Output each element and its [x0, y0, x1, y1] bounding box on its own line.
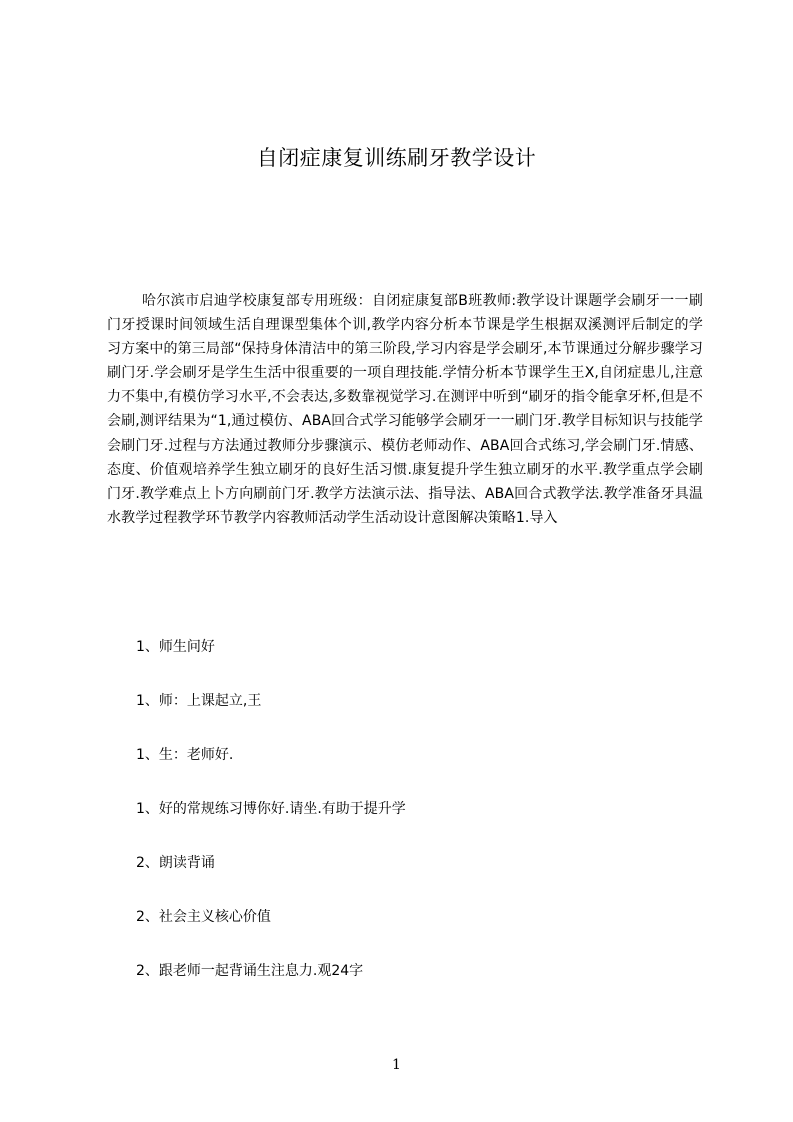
list-item: 2、社会主义核心价值 [136, 909, 271, 925]
list-item: 1、师生问好 [136, 639, 215, 655]
list-item: 1、师：上课起立,王 [136, 693, 262, 709]
list-item: 2、跟老师一起背诵生注息力.观24字 [136, 963, 364, 979]
document-title: 自闭症康复训练刷牙教学设计 [256, 146, 537, 170]
body-paragraph: 哈尔滨市启迪学校康复部专用班级：自闭症康复部B班教师:教学设计课题学会刷牙一一刷门牙授课时间领域生活自理课型集体个训,教学内容分析本节课是学生根据双溪测评后制定的学习方案中的第三局部“保持身体清洁中的第三阶段,学习内容是学会刷牙,本节课通过分解步骤学习刷门牙.学会刷牙是学生生活中很重要的一项自理技能.学情分析本节课学生王X,自闭症患儿,注意力不集中,有模仿学习水平,不会表达,多数靠视觉学习.在测评中听到“刷牙的指令能拿牙杯,但是不会刷,测评结果为“1,通过模仿、ABA回合式学习能够学会刷牙一一刷门牙.教学目标知识与技能学会刷门牙.过程与方法通过教师分步骤演示、模仿老师动作、ABA回合式练习,学会刷门牙.情感、态度、价值观培养学生独立刷牙的良好生活习惯.康复提升学生独立刷牙的水平.教学重点学会刷门牙.教学难点上卜方向刷前门牙.教学方法演示法、指导法、ABA回合式教学法.教学准备牙具温水教学过程教学环节教学内容教师活动学生活动设计意图解决策略1.导入 [107, 293, 703, 526]
list-item: 2、朗读背诵 [136, 855, 215, 871]
page-number: 1 [392, 1057, 401, 1073]
list-item: 1、好的常规练习博你好.请坐.有助于提升学 [136, 801, 406, 817]
list-item: 1、生：老师好. [136, 747, 234, 763]
